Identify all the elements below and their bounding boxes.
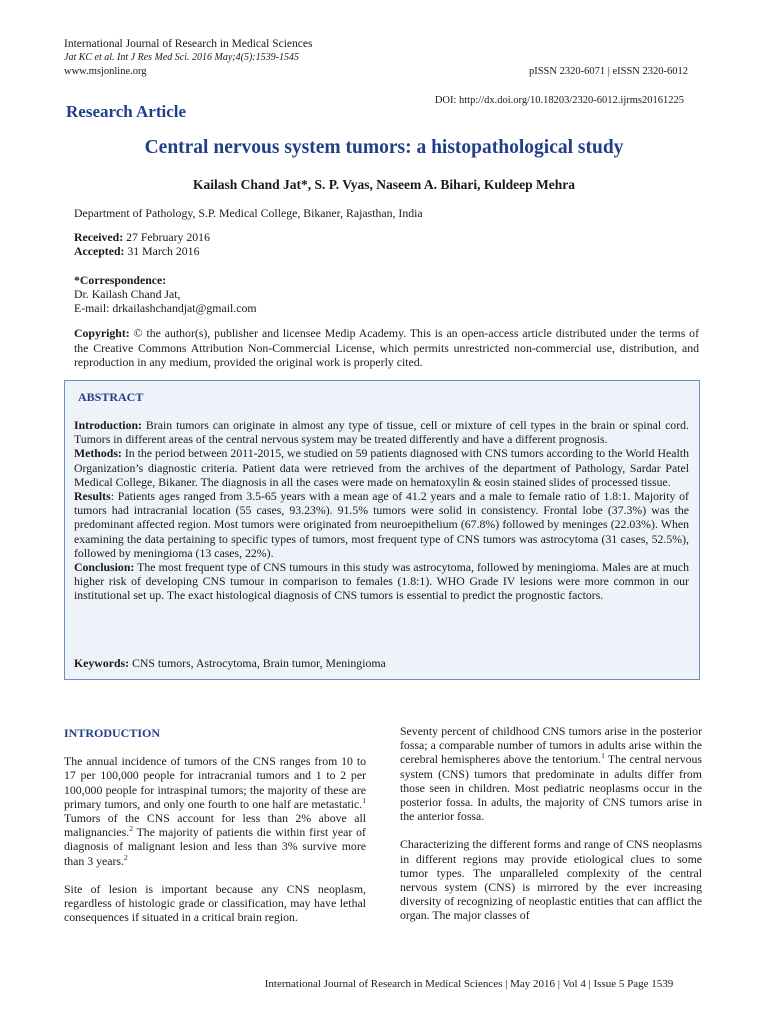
paper-title: Central nervous system tumors: a histopathological study bbox=[144, 137, 624, 158]
received-date: Received: 27 February 2016 bbox=[74, 230, 210, 244]
keywords: Keywords: CNS tumors, Astrocytoma, Brain tumor, Meningioma bbox=[74, 656, 386, 670]
issn: pISSN 2320-6071 | eISSN 2320-6012 bbox=[528, 66, 688, 77]
intro-paragraph-1: The annual incidence of tumors of the CNS ranges from 10 to 17 per 100,000 people for intracranial tumors and 1 to 2 per 100,000 people for intraspinal tumors; the majority of these are primary tumors, and only one fourth to one half are metastatic.$^1$ Tumors of the CNS account for less than 2% above all malignancies.$^2$ The majority of patients die within first year of diagnosis of malignant lesion and less than 3% survive more than 3 years.$^2$ bbox=[64, 754, 366, 868]
introduction-heading: INTRODUCTION bbox=[64, 726, 161, 740]
correspondence-label: *Correspondence: bbox=[74, 273, 167, 287]
intro-paragraph-2: Site of lesion is important because any CNS neoplasm, regardless of histologic grade or classification, may have lethal consequences if situated in a critical brain region. bbox=[64, 881, 366, 925]
website-link[interactable]: www.msjonline.org bbox=[64, 66, 147, 77]
accepted-date: Accepted: 31 March 2016 bbox=[74, 244, 200, 258]
body-column-left bbox=[64, 726, 366, 938]
page-footer: International Journal of Research in Medical Sciences | May 2016 | Vol 4 | Issue 5 Page 1539 bbox=[264, 978, 674, 990]
copyright-notice: Copyright: © the author(s), publisher and licensee Medip Academy. This is an open-access article distributed under the terms of the Creative Commons Attribution Non-Commercial License, which permits unrestricted non-commercial use, distribution, and reproduction in any medium, provided the original work is properly cited. bbox=[74, 326, 699, 369]
doi-link[interactable]: DOI: http://dx.doi.org/10.18203/2320-6012.ijrms20161225 bbox=[434, 95, 684, 106]
abstract-conclusion: Conclusion: The most frequent type of CNS tumours in this study was astrocytoma, followed by meningioma. Males are at much higher risk of developing CNS tumour in comparison to females (1.8:1). WHO Grade IV lesions were more common in our institutional set up. The exact histological diagnosis of CNS tumors is essential to predict the prognostic factors. bbox=[74, 560, 689, 603]
abstract-results: Results: Patients ages ranged from 3.5-65 years with a mean age of 41.2 years and a male to female ratio of 1.8:1. Majority of tumors had intracranial location (55 cases, 93.23%). 91.5% tumors were solid in consistency. Frontal lobe (37.3%) was the predominant affected region. Most tumors were originated from neuroepithelium (67.8%) followed by meninges (22.03%). When examining the data pertaining to specific types of tumors, most frequent type of CNS tumors was astrocytoma (31 cases, 52.5%), followed by meningioma (13 cases, 22%). bbox=[74, 489, 689, 560]
intro-paragraph-3: Seventy percent of childhood CNS tumors arise in the posterior fossa; a comparable number of tumors in adults arise within the cerebral hemispheres above the tentorium.$^1$ The central nervous system (CNS) tumors that predominate in adults differ from those seen in children. Most pediatric neoplasms occur in the posterior fossa. In adults, the majority of CNS tumors arise in the anterior fossa. bbox=[400, 724, 702, 824]
intro-paragraph-4: Characterizing the different forms and range of CNS neoplasms in different regions may provide etiological clues to some tumor types. The unparalleled complexity of the central nervous system (CNS) is mirrored by the ever increasing diversity of recognizing of neoplastic entities that can afflict the organ. The major classes of bbox=[400, 837, 702, 923]
abstract-body bbox=[74, 418, 689, 603]
abstract-introduction: Introduction: Brain tumors can originate in almost any type of tissue, cell or mixture of cell types in the brain or spinal cord. Tumors in different areas of the central nervous system may be treated differently and have a different prognosis. bbox=[74, 418, 689, 447]
authors: Kailash Chand Jat*, S. P. Vyas, Naseem A. Bihari, Kuldeep Mehra bbox=[192, 177, 576, 192]
affiliation: Department of Pathology, S.P. Medical College, Bikaner, Rajasthan, India bbox=[74, 206, 423, 220]
journal-name: International Journal of Research in Medical Sciences bbox=[64, 38, 313, 50]
abstract-heading: ABSTRACT bbox=[78, 390, 144, 404]
citation: Jat KC et al. Int J Res Med Sci. 2016 May;4(5):1539-1545 bbox=[64, 52, 299, 63]
correspondence-email[interactable]: E-mail: drkailashchandjat@gmail.com bbox=[74, 301, 257, 315]
body-column-right bbox=[400, 724, 702, 937]
article-type: Research Article bbox=[66, 102, 187, 121]
correspondence-name: Dr. Kailash Chand Jat, bbox=[74, 287, 181, 301]
abstract-methods: Methods: In the period between 2011-2015, we studied on 59 patients diagnosed with CNS tumors according to the World Health Organization’s diagnostic criteria. Patient data were retrieved from the archives of the department of Pathology, Sardar Patel Medical College, Bikaner. The diagnosis in all the cases were made on hematoxylin & eosin stained slides of processed tissue. bbox=[74, 446, 689, 489]
